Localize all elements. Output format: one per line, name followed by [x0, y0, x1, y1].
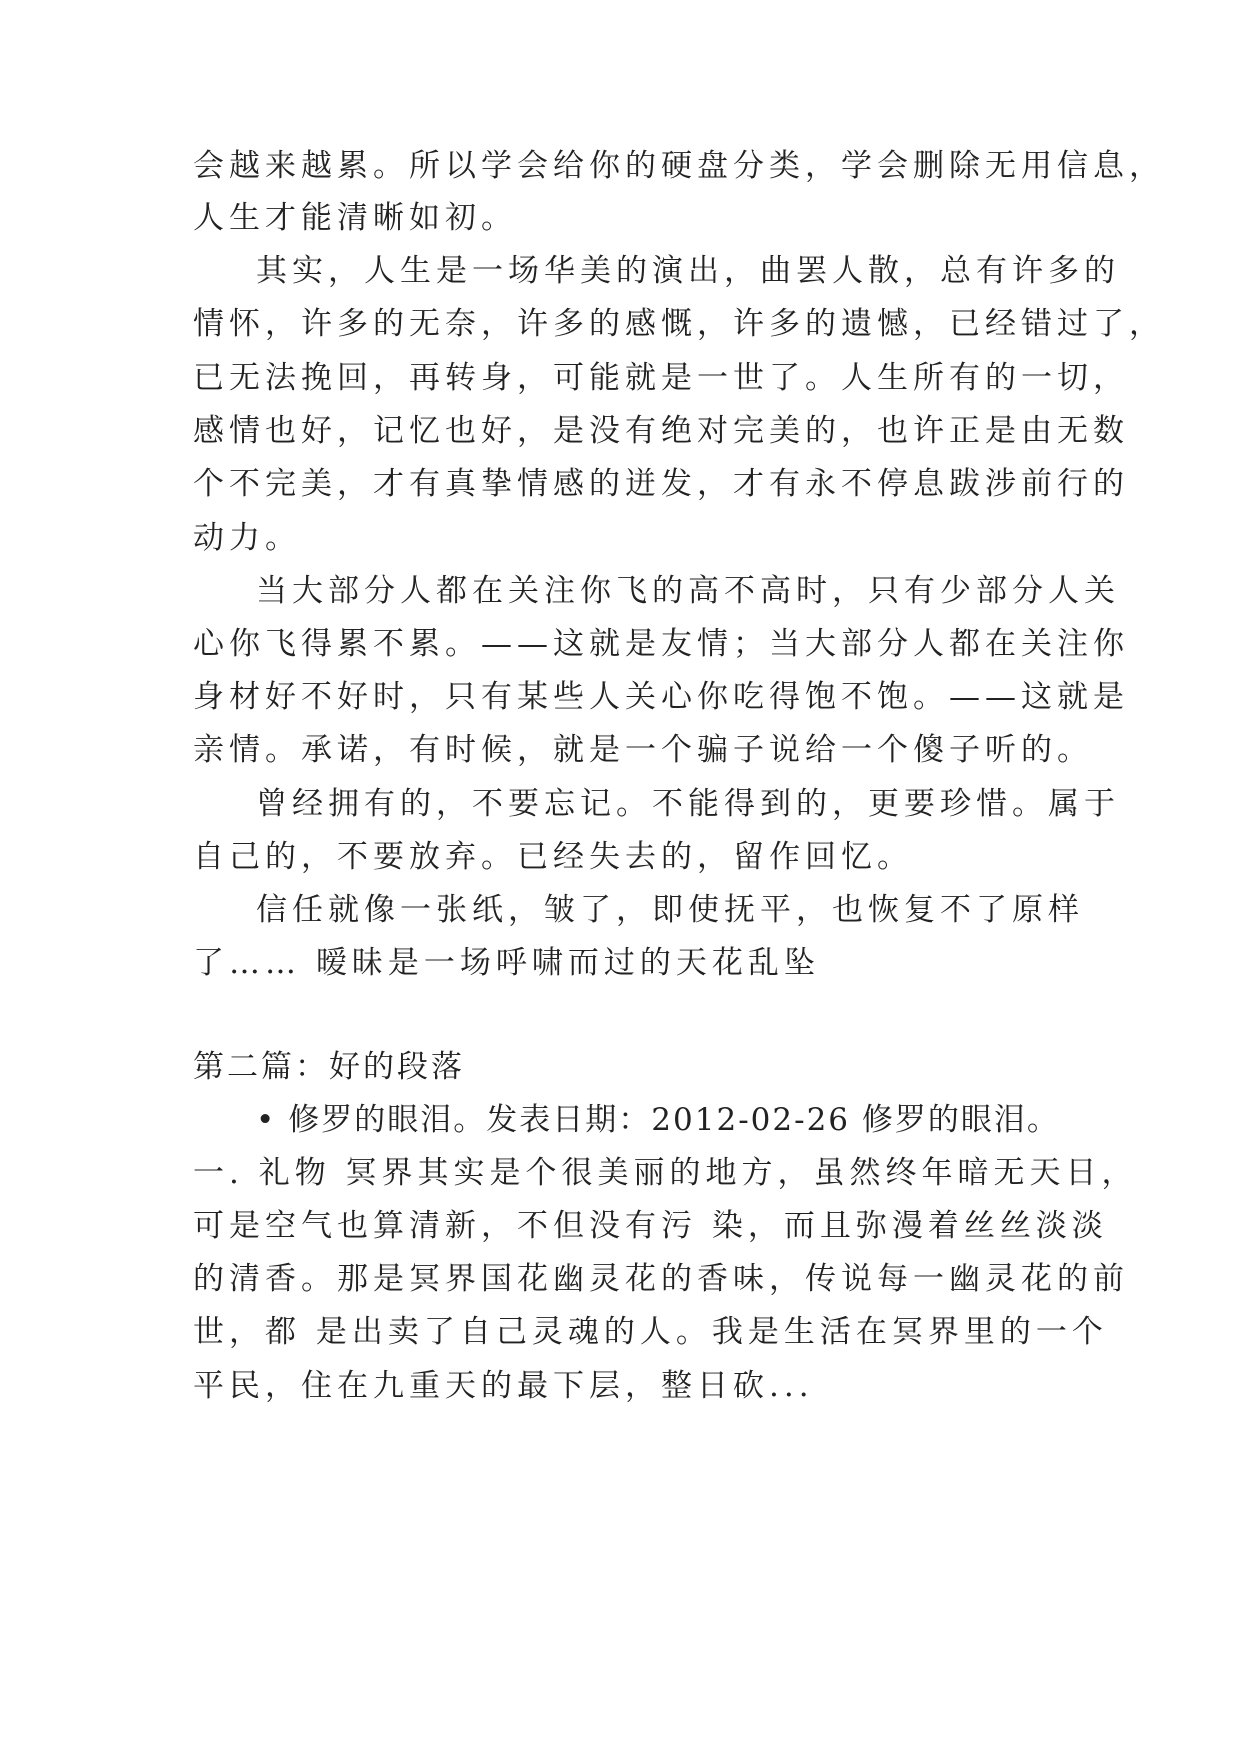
text-line: 会越来越累。所以学会给你的硬盘分类，学会删除无用信息， [193, 148, 1165, 184]
section-heading: 第二篇：好的段落 [193, 1049, 465, 1085]
text-line: 人生才能清晰如初。 [193, 200, 517, 236]
paragraph-first-line: 信任就像一张纸，皱了，即使抚平，也恢复不了原样 [256, 892, 1084, 928]
text-line: 了…… 暧昧是一场呼啸而过的天花乱坠 [193, 945, 820, 981]
text-line: 心你飞得累不累。——这就是友情；当大部分人都在关注你 [193, 626, 1129, 662]
bullet-list-item [256, 1100, 1060, 1140]
text-line: 已无法挽回，再转身，可能就是一世了。人生所有的一切， [193, 360, 1129, 396]
text-line: 一. 礼物 冥界其实是个很美丽的地方，虽然终年暗无天日， [193, 1155, 1138, 1191]
paragraph-first-line: 当大部分人都在关注你飞的高不高时，只有少部分人关 [256, 573, 1120, 609]
text-line: 个不完美，才有真挚情感的迸发，才有永不停息跋涉前行的 [193, 466, 1129, 502]
text-line: 亲情。承诺，有时候，就是一个骗子说给一个傻子听的。 [193, 732, 1093, 768]
paragraph-first-line: 曾经拥有的，不要忘记。不能得到的，更要珍惜。属于 [256, 786, 1120, 822]
bullet-icon: • [256, 1102, 277, 1138]
text-line: 世，都 是出卖了自己灵魂的人。我是生活在冥界里的一个 [193, 1314, 1108, 1350]
text-line: 平民，住在九重天的最下层，整日砍... [193, 1368, 814, 1404]
text-line: 的清香。那是冥界国花幽灵花的香味，传说每一幽灵花的前 [193, 1261, 1129, 1297]
text-line: 身材好不好时，只有某些人关心你吃得饱不饱。——这就是 [193, 679, 1129, 715]
text-line: 情怀，许多的无奈，许多的感慨，许多的遗憾，已经错过了， [193, 306, 1165, 342]
text-line: 自己的，不要放弃。已经失去的，留作回忆。 [193, 839, 913, 875]
text-line: 感情也好，记忆也好，是没有绝对完美的，也许正是由无数 [193, 413, 1129, 449]
text-line: 可是空气也算清新，不但没有污 染，而且弥漫着丝丝淡淡 [193, 1208, 1108, 1244]
bullet-text: 修罗的眼泪。发表日期：2012-02-26 修罗的眼泪。 [288, 1102, 1060, 1138]
paragraph-first-line: 其实，人生是一场华美的演出，曲罢人散，总有许多的 [256, 253, 1120, 289]
text-line: 动力。 [193, 520, 301, 556]
